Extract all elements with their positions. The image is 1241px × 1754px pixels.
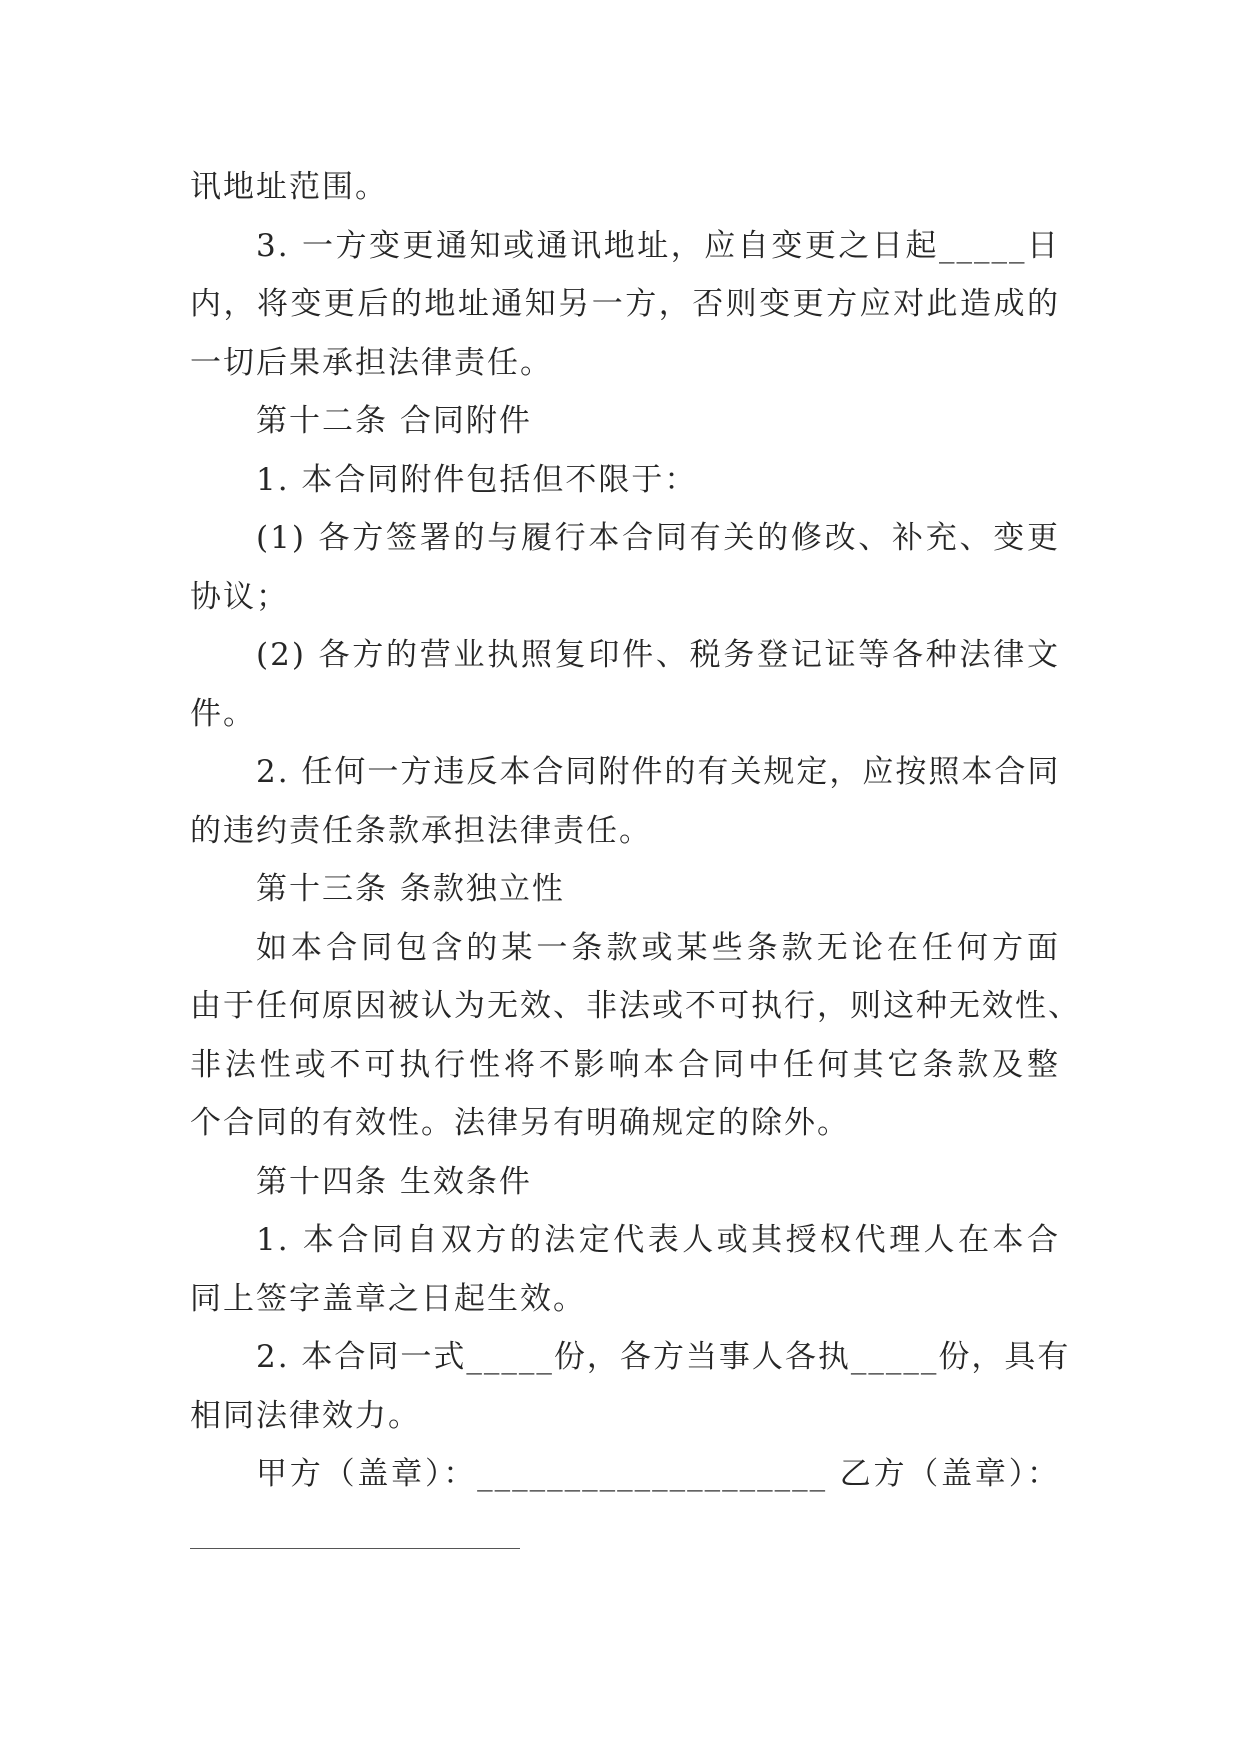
text-line: 相同法律效力。 [190,1397,421,1434]
text-line: 2. 任何一方违反本合同附件的有关规定，应按照本合同 [256,754,1061,790]
text-line: 一切后果承担法律责任。 [190,344,553,381]
text-line: 1. 本合同附件包括但不限于： [256,461,698,498]
text-line: 件。 [190,695,256,732]
text-line: (2) 各方的营业执照复印件、税务登记证等各种法律文 [256,637,1060,673]
text-line: 讯地址范围。 [190,169,388,205]
section-heading: 第十四条 生效条件 [256,1163,532,1200]
text-line: (1) 各方签署的与履行本合同有关的修改、补充、变更 [256,520,1060,556]
text-line: 3. 一方变更通知或通讯地址，应自变更之日起_____日 [256,227,1060,264]
signature-blank-line [190,1548,520,1549]
text-line: 个合同的有效性。法律另有明确规定的除外。 [190,1105,850,1141]
text-line: 的违约责任条款承担法律责任。 [190,812,652,849]
text-line: 内，将变更后的地址通知另一方，否则变更方应对此造成的 [190,286,1060,322]
text-line: 1. 本合同自双方的法定代表人或其授权代理人在本合 [256,1222,1060,1258]
signature-line: 甲方（盖章）：____________________ 乙方（盖章）： [256,1456,1060,1492]
section-heading: 第十三条 条款独立性 [256,871,565,907]
text-line: 2. 本合同一式_____份，各方当事人各执_____份，具有 [256,1339,1071,1375]
text-line: 如本合同包含的某一条款或某些条款无论在任何方面 [256,929,1060,966]
document-body [190,158,1081,1504]
text-line: 由于任何原因被认为无效、非法或不可执行，则这种无效性、 [190,988,1081,1024]
text-line: 非法性或不可执行性将不影响本合同中任何其它条款及整 [190,1046,1060,1083]
text-line: 同上签字盖章之日起生效。 [190,1280,586,1317]
section-heading: 第十二条 合同附件 [256,403,532,439]
text-line: 协议； [190,578,289,615]
